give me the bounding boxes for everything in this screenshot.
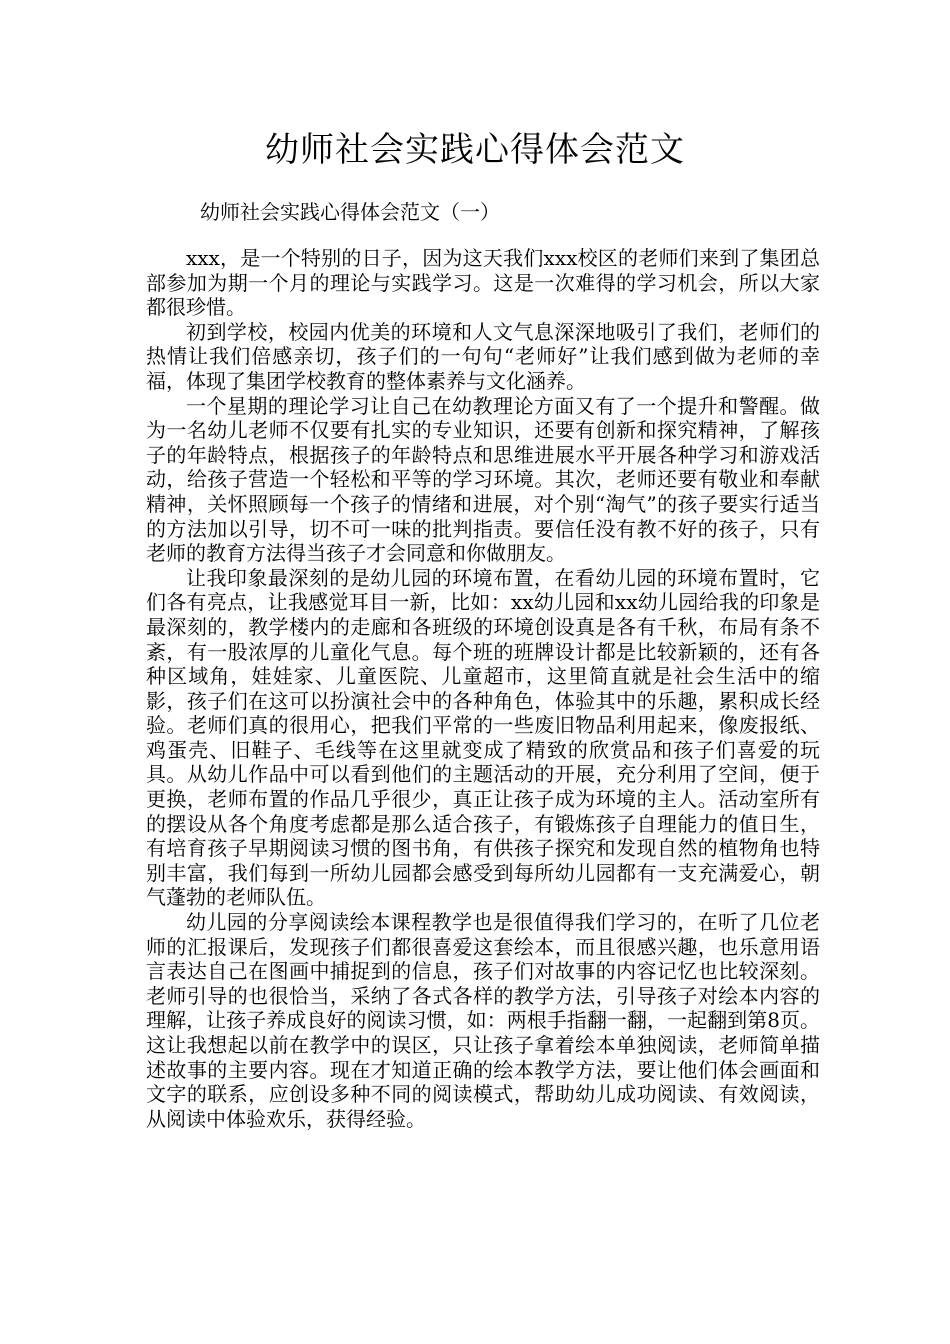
paragraph-4: 让我印象最深刻的是幼儿园的环境布置，在看幼儿园的环境布置时，它们各有亮点，让我感觉耳目一新，比如：xx幼儿园和xx幼儿园给我的印象是最深刻的，教学楼内的走廊和各班级的环境创设真是各有千秋，布局有条不紊，有一股浓厚的儿童化气息。每个班的班牌设计都是比较新颖的，还有各种区域角，娃娃家、儿童医院、儿童超市，这里简直就是社会生活中的缩影，孩子们在这可以扮演社会中的各种角色，体验其中的乐趣，累积成长经验。老师们真的很用心，把我们平常的一些废旧物品利用起来，像废报纸、鸡蛋壳、旧鞋子、毛线等在这里就变成了精致的欣赏品和孩子们喜爱的玩具。从幼儿作品中可以看到他们的主题活动的开展，充分利用了空间，便于更换，老师布置的作品几乎很少，真正让孩子成为环境的主人。活动室所有的摆设从各个角度考虑都是那么适合孩子，有锻炼孩子自理能力的值日生，有培育孩子早期阅读习惯的图书角，有供孩子探究和发现自然的植物角也特别丰富，我们每到一所幼儿园都会感受到每所幼儿园都有一支充满爱心，朝气蓬勃的老师队伍。	[146, 565, 820, 910]
document-title: 幼师社会实践心得体会范文	[265, 130, 685, 170]
paragraph-1: xxx，是一个特别的日子，因为这天我们xxx校区的老师们来到了集团总部参加为期一个月的理论与实践学习。这是一次难得的学习机会，所以大家都很珍惜。	[146, 246, 820, 320]
document-body	[146, 246, 820, 1131]
paragraph-5: 幼儿园的分享阅读绘本课程教学也是很值得我们学习的，在听了几位老师的汇报课后，发现孩子们都很喜爱这套绘本，而且很感兴趣，也乐意用语言表达自己在图画中捕捉到的信息，孩子们对故事的内容记忆也比较深刻。老师引导的也很恰当，采纳了各式各样的教学方法，引导孩子对绘本内容的理解，让孩子养成良好的阅读习惯，如：两根手指翻一翻，一起翻到第8页。这让我想起以前在教学中的误区，只让孩子拿着绘本单独阅读，老师简单描述故事的主要内容。现在才知道正确的绘本教学方法，要让他们体会画面和文字的联系，应创设多种不同的阅读模式，帮助幼儿成功阅读、有效阅读，从阅读中体验欢乐，获得经验。	[146, 910, 820, 1131]
paragraph-2: 初到学校，校园内优美的环境和人文气息深深地吸引了我们，老师们的热情让我们倍感亲切，孩子们的一句句“老师好”让我们感到做为老师的幸福，体现了集团学校教育的整体素养与文化涵养。	[146, 319, 820, 393]
paragraph-3: 一个星期的理论学习让自己在幼教理论方面又有了一个提升和警醒。做为一名幼儿老师不仅要有扎实的专业知识，还要有创新和探究精神，了解孩子的年龄特点，根据孩子的年龄特点和思维进展水平开展各种学习和游戏活动，给孩子营造一个轻松和平等的学习环境。其次，老师还要有敬业和奉献精神，关怀照顾每一个孩子的情绪和进展，对个别“淘气”的孩子要实行适当的方法加以引导，切不可一味的批判指责。要信任没有教不好的孩子，只有老师的教育方法得当孩子才会同意和你做朋友。	[146, 393, 820, 566]
document-subtitle: 幼师社会实践心得体会范文（一）	[200, 200, 500, 224]
